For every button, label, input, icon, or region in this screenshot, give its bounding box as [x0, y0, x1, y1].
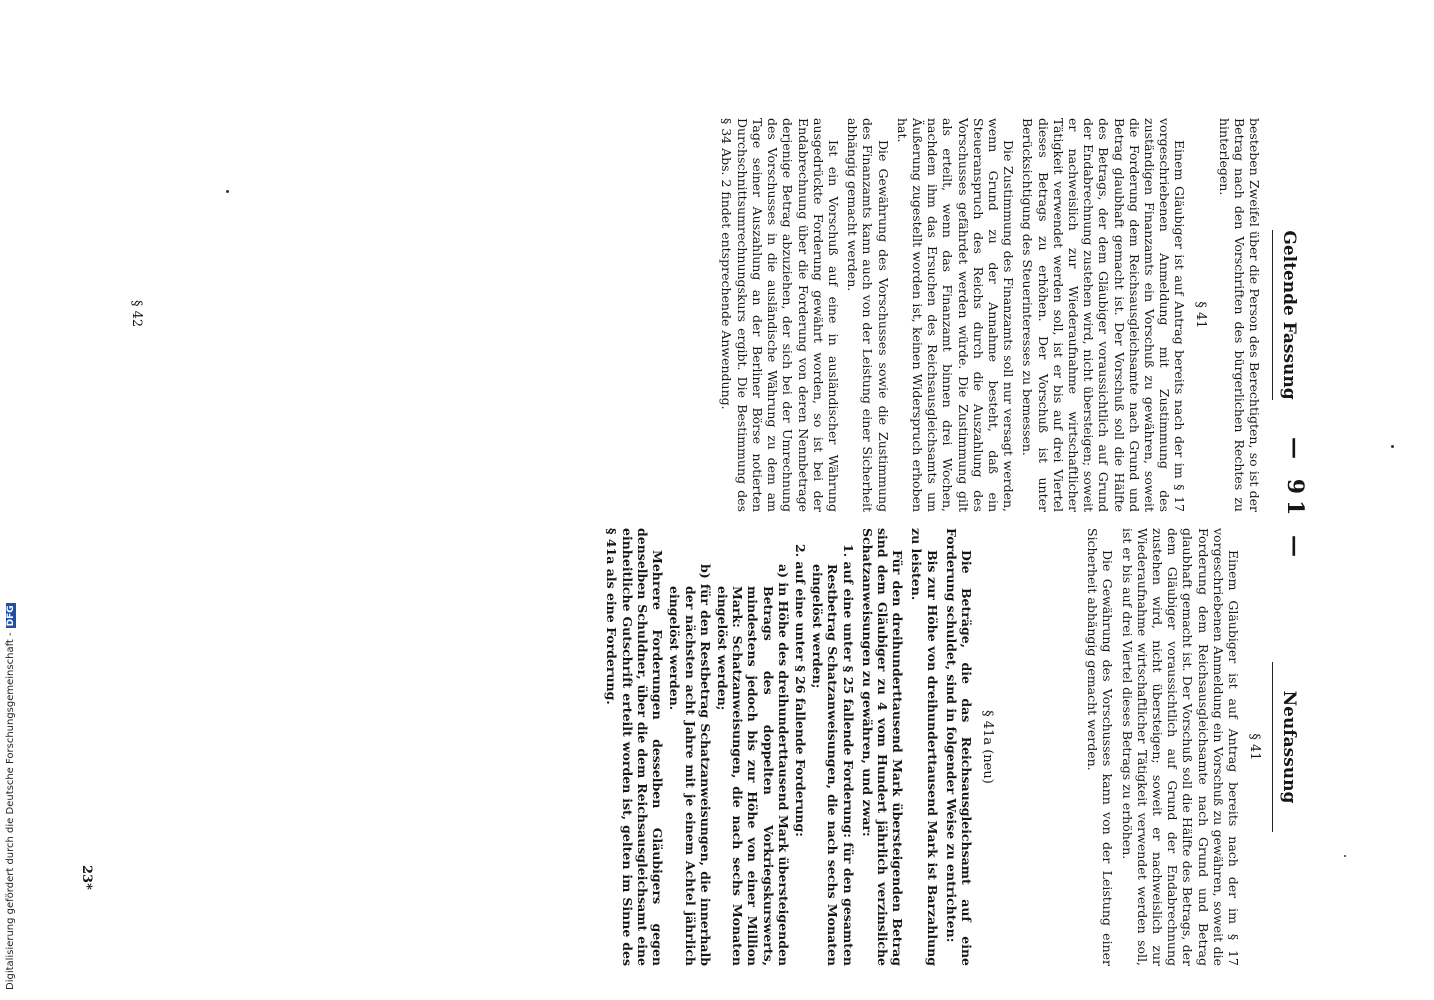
scan-speck — [226, 190, 229, 193]
right-paragraph: Die Gewährung des Vorschusses kann von der Leistung einer Sicherheit abhängig gemacht werden. — [1085, 528, 1116, 966]
left-intro-paragraph: besteben Zweifel über die Person des Berechtigten, so ist der Betrag nach den Vorschriften des bürgerlichen Rechtes zu hinterlegen. — [1216, 118, 1262, 512]
imprint-text: Digitalisierung gefördert durch die Deutsche Forschungsgemeinschaft - — [5, 632, 16, 990]
left-paragraph: Die Gewährung des Vorschusses sowie die Zustimmung des Finanzamts kann auch von der Leistung einer Sicherheit abhängig gemacht werden. — [845, 118, 891, 512]
right-column-new-version — [600, 528, 1299, 966]
page-number: — 91 — — [1282, 437, 1308, 563]
left-section-heading: § 41 — [1193, 301, 1209, 329]
sub-list-item: a) in Höhe des dreihunderttausend Mark übersteigenden Betrags des doppelten Vorkriegskurswerts, mindestens jedoch bis zur Höhe von einer Million Mark: Schatzanweisungen, die nach sechs Monaten eingelöst werden; — [714, 564, 791, 966]
right-paragraph: Einem Gläubiger ist auf Antrag bereits nach der im § 17 vorgeschriebenen Anmeldung ein Vorschuß zu gewähren, soweit die Forderung dem Reichsausgleichsamte nach Grund und Betrag glaubhaft gemacht ist. Der Vorschuß soll die Hälfte des Betrags, der dem Gläubiger voraussichtlich auf Grund der Endabrechnung zustehen wird, nicht übersteigen; soweit er nachweislich zur Wiederaufnahme wirtschaftlicher Tätigkeit verwendet werden soll, ist er bis auf drei Viertel dieses Betrags zu erhöhen. — [1119, 528, 1241, 966]
left-paragraph: Die Zustimmung des Finanzamts soll nur versagt werden, wenn Grund zu der Annahme besteht, daß ein Steueranspruch des Reichs durch die Auszahlung des Vorschusses gefährdet werden würde. Die Zustimmung gilt als erteilt, wenn das Finanzamt binnen drei Wochen, nachdem ihm das Ersuchen des Reichsausgleichsamts um Äußerung zugestellt worden ist, keinen Widerspruch erhoben hat. — [894, 118, 1017, 512]
right-column-header: Neufassung — [1272, 662, 1299, 832]
closing-paragraph: Mehrere Forderungen desselben Gläubigers gegen denselben Schuldner, über die dem Reichsausgleichsamt eine einheitliche Gutschrift erteilt worden ist, gelten im Sinne des § 41a als eine Forderung. — [604, 528, 666, 966]
sub-list-item: b) für den Restbetrag Schatzanweisungen, die innerhalb der nächsten acht Jahre mit je einem Achtel jährlich eingelöst werden. — [667, 564, 713, 966]
list-item: 2. auf eine unter § 26 fallende Forderung: — [792, 544, 808, 837]
new-section-heading: § 41a (neu) — [979, 710, 995, 784]
new-section-intro: Die Beträge, die das Reichsausgleichsamt auf eine Forderung schuldet, sind in folgender Weise zu entrichten: — [943, 528, 974, 966]
new-section-paragraph: Bis zur Höhe von dreihunderttausend Mark ist Barzahlung zu leisten. — [909, 528, 940, 966]
digitization-imprint — [5, 603, 16, 990]
list-item: 1. auf eine unter § 25 fallende Forderung: für den gesamten Restbetrag Schatzanweisungen, die nach sechs Monaten eingelöst werden; — [810, 544, 856, 966]
scan-speck — [1344, 855, 1346, 857]
new-section-paragraph: Für den dreihunderttausend Mark übersteigenden Betrag sind dem Gläubiger zu 4 vom Hundert jährlich verzinsliche Schatzanweisungen zu gewähren, und zwar: — [859, 528, 906, 966]
right-section-heading: § 41 — [1247, 733, 1262, 761]
left-next-section-heading: § 42 — [129, 300, 144, 328]
left-column-header: Geltende Fassung — [1272, 230, 1299, 400]
left-paragraph: Einem Gläubiger ist auf Antrag bereits nach der im § 17 vorgeschriebenen Anmeldung mit Zustimmung des zuständigen Finanzamts ein Vorschuß zu gewähren, soweit die Forderung dem Reichsausgleichsamte nach Grund und Betrag glaubhaft gemacht ist. Der Vorschuß soll die Hälfte des Betrags, der dem Gläubiger voraussichtlich auf Grund der Endabrechnung zustehen wird, nicht übersteigen; soweit er nachweislich zur Wiederaufnahme wirtschaftlicher Tätigkeit verwendet werden soll, ist er bis auf drei Viertel dieses Betrags zu erhöhen. Der Vorschuß ist unter Berücksichtigung des Steuerinteresses zu bemessen. — [1020, 118, 1188, 512]
signature-mark: 23* — [79, 865, 94, 890]
left-paragraph: Ist ein Vorschuß auf eine in ausländischer Währung ausgedrückte Forderung gewährt worden, so ist bei der Endabrechnung über die Forderung von deren Nennbetrage derjenige Betrag abzuziehen, der sich bei der Umrechnung des Vorschusses in die ausländische Währung zu dem am Tage seiner Auszahlung an der Berliner Börse notierten Durchschnittsumrechnungskurs ergibt. Die Bestimmung des § 34 Abs. 2 findet entsprechende Anwendung. — [719, 118, 841, 512]
left-column-current-version — [715, 118, 1299, 512]
dfg-logo: DFG — [5, 605, 16, 627]
scan-speck — [1391, 445, 1394, 448]
